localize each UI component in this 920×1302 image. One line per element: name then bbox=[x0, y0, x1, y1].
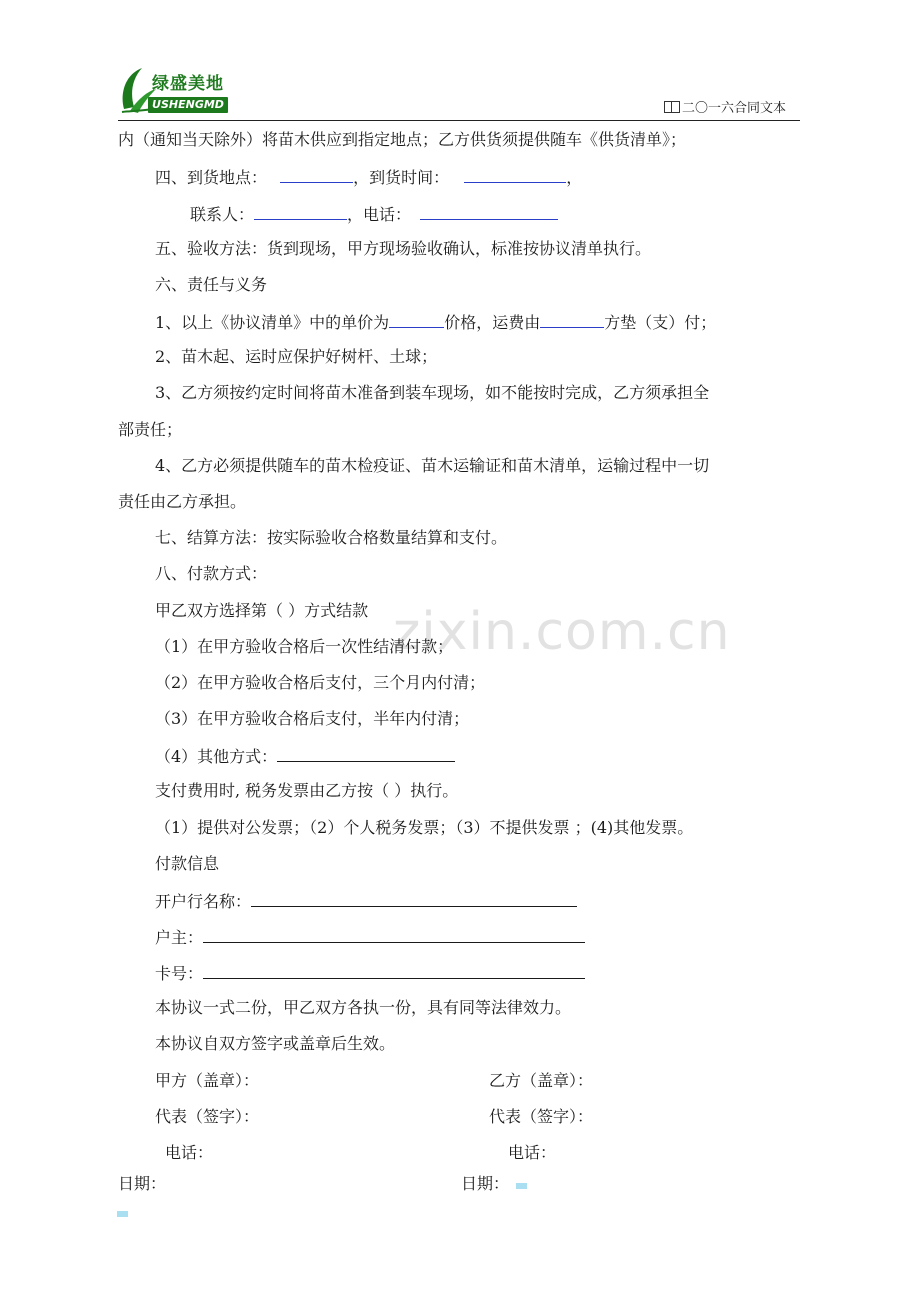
copies-clause: 本协议一式二份，甲乙双方各执一份，具有同等法律效力。 bbox=[155, 998, 572, 1017]
price-type-field[interactable] bbox=[389, 310, 444, 328]
contact-line bbox=[190, 202, 558, 226]
invoice-options: （1）提供对公发票；（2）个人税务发票；（3）不提供发票 ；(4)其他发票。 bbox=[155, 818, 694, 837]
payment-option-1: （1）在甲方验收合格后一次性结清付款； bbox=[155, 637, 454, 656]
payment-info-heading: 付款信息 bbox=[155, 854, 220, 873]
payment-choice-line: 甲乙双方选择第（ ）方式结款 bbox=[155, 601, 369, 620]
company-logo bbox=[118, 65, 230, 117]
logo-text-cn: 绿盛美地 bbox=[152, 74, 224, 94]
delivery-place-label: 四、到货地点： bbox=[155, 168, 268, 187]
text-line-duty-3b: 部责任； bbox=[118, 420, 183, 439]
delivery-line bbox=[155, 165, 582, 189]
text-line-settlement: 七、结算方法：按实际验收合格数量结算和支付。 bbox=[155, 528, 508, 547]
party-b-date: 日期： bbox=[461, 1174, 510, 1193]
highlight-mark bbox=[516, 1183, 527, 1189]
freight-party-field[interactable] bbox=[540, 310, 604, 328]
phone-field[interactable] bbox=[420, 202, 558, 220]
text-line-duty-2: 2、苗木起、运时应保护好树杆、土球； bbox=[155, 347, 438, 366]
card-number-label: 卡号： bbox=[155, 964, 204, 983]
section-heading-duties: 六、责任与义务 bbox=[155, 275, 268, 294]
card-number-line bbox=[155, 961, 585, 985]
other-method-field[interactable] bbox=[277, 744, 455, 762]
bank-name-field[interactable] bbox=[251, 889, 577, 907]
effect-clause: 本协议自双方签字或盖章后生效。 bbox=[155, 1034, 396, 1053]
account-holder-field[interactable] bbox=[203, 925, 585, 943]
phone-label: ，电话： bbox=[347, 205, 412, 224]
contact-field[interactable] bbox=[254, 202, 347, 220]
delivery-time-label: ，到货时间： bbox=[353, 168, 450, 187]
party-b-phone: 电话： bbox=[508, 1143, 557, 1162]
party-b-seal: 乙方（盖章）： bbox=[489, 1071, 594, 1090]
book-icon bbox=[664, 101, 680, 113]
text-line-duty-4b: 责任由乙方承担。 bbox=[118, 492, 247, 511]
party-a-seal: 甲方（盖章）： bbox=[155, 1071, 260, 1090]
party-a-date: 日期： bbox=[118, 1174, 167, 1193]
payment-option-4 bbox=[155, 744, 455, 768]
freight-label: 价格，运费由 bbox=[444, 313, 541, 332]
card-number-field[interactable] bbox=[203, 961, 585, 979]
logo-text-en: USHENGMD bbox=[148, 97, 228, 113]
price-label: 1、以上《协议清单》中的单价为 bbox=[155, 313, 390, 332]
party-a-phone: 电话： bbox=[165, 1143, 214, 1162]
account-holder-label: 户主： bbox=[155, 928, 204, 947]
invoice-line: 支付费用时, 税务发票由乙方按（ ）执行。 bbox=[155, 781, 459, 800]
party-a-representative: 代表（签字）： bbox=[155, 1107, 260, 1126]
delivery-time-field[interactable] bbox=[464, 165, 566, 183]
payment-option-3: （3）在甲方验收合格后支付，半年内付清； bbox=[155, 709, 470, 728]
bank-name-line bbox=[155, 889, 577, 913]
account-holder-line bbox=[155, 925, 585, 949]
text-line-duty-4a: 4、乙方必须提供随车的苗木检疫证、苗木运输证和苗木清单，运输过程中一切 bbox=[155, 456, 710, 475]
price-line bbox=[155, 310, 716, 334]
delivery-place-field[interactable] bbox=[280, 165, 353, 183]
section-heading-payment: 八、付款方式： bbox=[155, 564, 268, 583]
freight-suffix: 方垫（支）付； bbox=[604, 313, 717, 332]
doc-label bbox=[664, 97, 786, 116]
bank-name-label: 开户行名称： bbox=[155, 892, 252, 911]
page-header bbox=[118, 62, 800, 121]
watermark: zixin.com.cn bbox=[393, 602, 731, 662]
contact-label: 联系人： bbox=[190, 205, 255, 224]
text-line-duty-3a: 3、乙方须按约定时间将苗木准备到装车现场，如不能按时完成，乙方须承担全 bbox=[155, 383, 710, 402]
party-b-representative: 代表（签字）： bbox=[489, 1107, 594, 1126]
doc-label-text: 二〇一六合同文本 bbox=[681, 101, 786, 116]
highlight-mark bbox=[117, 1211, 128, 1217]
delivery-comma: ， bbox=[566, 168, 583, 187]
payment-option-2: （2）在甲方验收合格后支付，三个月内付清； bbox=[155, 673, 486, 692]
text-line-1: 内（通知当天除外）将苗木供应到指定地点；乙方供货须提供随车《供货清单》； bbox=[118, 130, 687, 149]
text-line-acceptance: 五、验收方法：货到现场，甲方现场验收确认，标准按协议清单执行。 bbox=[155, 239, 652, 258]
other-method-label: （4）其他方式： bbox=[155, 747, 278, 766]
